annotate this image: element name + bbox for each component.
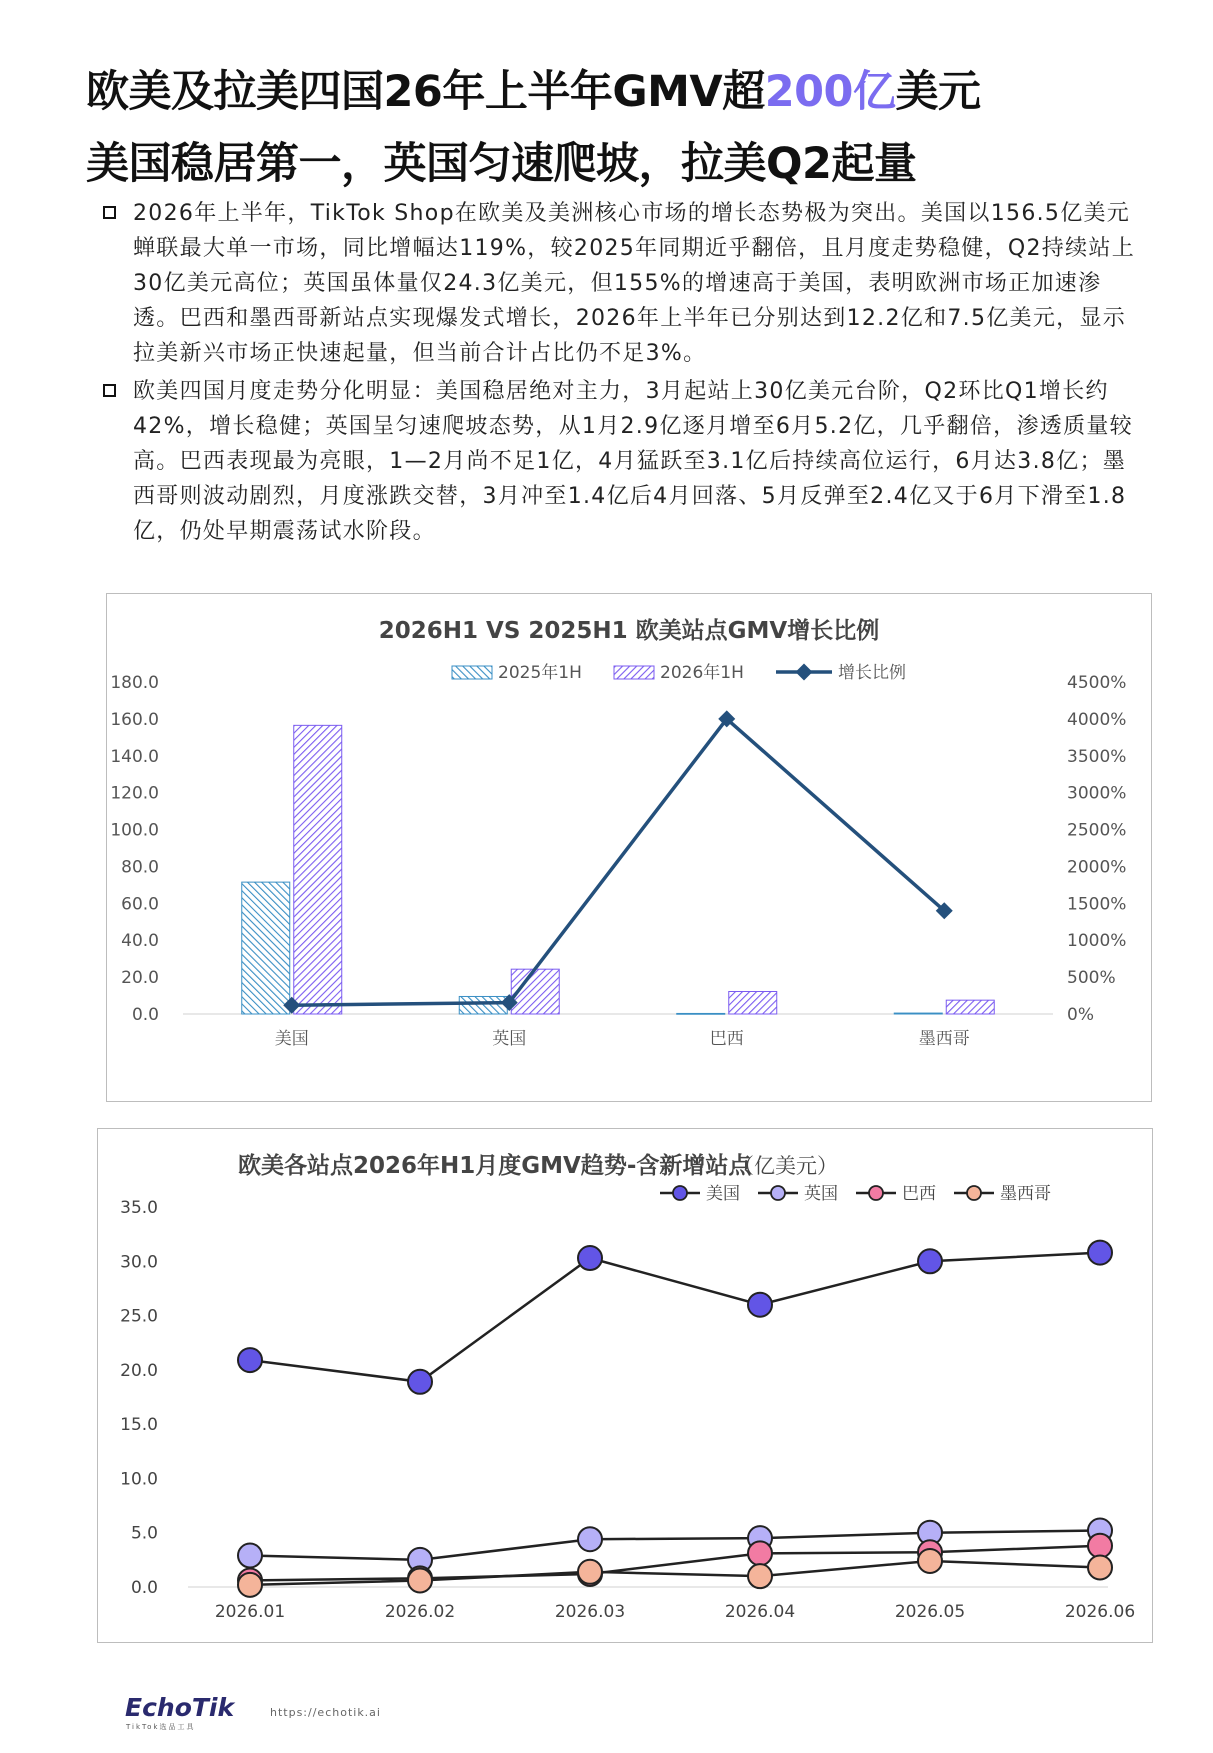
title-highlight: 200亿 [764, 67, 896, 117]
y-right-tick-label: 4500% [1067, 673, 1127, 693]
x-tick-label: 墨西哥 [918, 1029, 970, 1049]
monthly-line-chart [98, 1129, 1152, 1642]
bar-1-2 [729, 991, 777, 1014]
y-left-tick-label: 40.0 [121, 931, 159, 952]
y-left-tick-label: 20.0 [121, 968, 159, 989]
legend-label-0: 美国 [706, 1184, 740, 1204]
series-point-3-2 [578, 1560, 602, 1584]
checkbox-bullet-icon [103, 384, 116, 397]
legend-label-3: 墨西哥 [1000, 1184, 1051, 1204]
y-right-tick-label: 500% [1067, 968, 1116, 989]
legend-label-1: 2026年1H [660, 663, 744, 683]
echotik-logo: EchoTik [125, 1693, 235, 1722]
logo-subtitle: TikTok选品工具 [126, 1723, 196, 1731]
series-point-3-3 [748, 1564, 772, 1588]
bar-0-1 [459, 996, 507, 1014]
x-tick-label: 2026.04 [724, 1602, 796, 1622]
y-right-tick-label: 2500% [1067, 820, 1127, 841]
legend-label-1: 英国 [804, 1184, 838, 1204]
bar-1-3 [946, 1000, 994, 1014]
y-right-tick-label: 1500% [1067, 894, 1127, 915]
x-tick-label: 巴西 [709, 1029, 744, 1049]
series-point-0-0 [238, 1348, 262, 1372]
y-tick-label: 30.0 [120, 1252, 158, 1273]
chart-title: 2026H1 VS 2025H1 欧美站点GMV增长比例 [378, 618, 880, 644]
legend-label-2: 巴西 [902, 1184, 936, 1204]
checkbox-bullet-icon [103, 206, 116, 219]
series-point-0-2 [578, 1246, 602, 1270]
series-point-2-5 [1088, 1534, 1112, 1558]
legend-marker-3 [967, 1186, 981, 1200]
x-tick-label: 2026.05 [894, 1602, 966, 1622]
y-tick-label: 35.0 [120, 1198, 158, 1218]
y-left-tick-label: 60.0 [121, 894, 159, 915]
series-point-3-4 [918, 1549, 942, 1573]
y-left-tick-label: 80.0 [121, 857, 159, 878]
y-tick-label: 10.0 [120, 1469, 158, 1490]
y-right-tick-label: 3500% [1067, 746, 1127, 767]
x-tick-label: 2026.02 [384, 1602, 456, 1622]
y-left-tick-label: 100.0 [110, 820, 159, 841]
y-tick-label: 5.0 [130, 1523, 158, 1544]
y-left-tick-label: 120.0 [110, 783, 159, 804]
y-right-tick-label: 3000% [1067, 783, 1127, 804]
y-left-tick-label: 180.0 [110, 673, 159, 693]
chart-title: 欧美各站点2026年H1月度GMV趋势-含新增站点 [238, 1153, 752, 1179]
y-left-tick-label: 160.0 [110, 709, 159, 730]
x-tick-label: 2026.01 [214, 1602, 286, 1622]
y-right-tick-label: 1000% [1067, 931, 1127, 952]
series-point-0-4 [918, 1249, 942, 1273]
bullet-list [103, 196, 1135, 552]
chart-subtitle: （亿美元） [733, 1154, 838, 1178]
y-left-tick-label: 0.0 [131, 1005, 159, 1025]
x-tick-label: 2026.06 [1064, 1602, 1136, 1622]
bullet-item: 2026年上半年，TikTok Shop在欧美及美洲核心市场的增长态势极为突出。美国以156.5亿美元蝉联最大单一市场，同比增幅达119%，较2025年同期近乎翻倍，且月度走势稳健，Q2持续站上30亿美元高位；英国虽体量仅24.3亿美元，但155%的增速高于美国，表明欧洲市场正加速渗透。巴西和墨西哥新站点实现爆发式增长，2026年上半年已分别达到12.2亿和7.5亿美元，显示拉美新兴市场正快速起量，但当前合计占比仍不足3%。 [103, 196, 1135, 371]
legend-marker-1 [771, 1186, 785, 1200]
y-left-tick-label: 140.0 [110, 746, 159, 767]
legend-marker-2 [796, 664, 813, 681]
footer-url: https://echotik.ai [270, 1706, 381, 1719]
y-tick-label: 20.0 [120, 1360, 158, 1381]
growth-line [292, 719, 945, 1005]
bar-0-3 [894, 1013, 942, 1014]
legend-label-2: 增长比例 [838, 663, 906, 683]
legend-label-0: 2025年1H [498, 663, 582, 683]
x-tick-label: 英国 [492, 1029, 527, 1049]
growth-chart-frame [106, 593, 1152, 1102]
series-point-3-0 [238, 1573, 262, 1597]
series-line-1 [250, 1531, 1100, 1560]
series-point-3-5 [1088, 1555, 1112, 1579]
series-line-0 [250, 1253, 1100, 1382]
growth-bar-line-chart [107, 594, 1151, 1101]
legend-swatch-1 [614, 666, 654, 679]
bar-1-0 [294, 725, 342, 1014]
bullet-item: 欧美四国月度走势分化明显：美国稳居绝对主力，3月起站上30亿美元台阶，Q2环比Q1增长约42%，增长稳健；英国呈匀速爬坡态势，从1月2.9亿逐月增至6月5.2亿，几乎翻倍，渗透质量较高。巴西表现最为亮眼，1—2月尚不足1亿，4月猛跃至3.1亿后持续高位运行，6月达3.8亿；墨西哥则波动剧烈，月度涨跌交替，3月冲至1.4亿后4月回落、5月反弹至2.4亿又于6月下滑至1.8亿，仍处早期震荡试水阶段。 [103, 374, 1135, 549]
series-point-0-5 [1088, 1241, 1112, 1265]
y-right-tick-label: 2000% [1067, 857, 1127, 878]
series-point-2-3 [748, 1541, 772, 1565]
legend-swatch-0 [452, 666, 492, 679]
legend-marker-0 [673, 1186, 687, 1200]
x-tick-label: 2026.03 [554, 1602, 626, 1622]
y-tick-label: 15.0 [120, 1415, 158, 1436]
bar-0-0 [242, 882, 290, 1014]
y-right-tick-label: 4000% [1067, 709, 1127, 730]
monthly-chart-frame [97, 1128, 1153, 1643]
series-point-0-1 [408, 1370, 432, 1394]
series-point-0-3 [748, 1293, 772, 1317]
y-tick-label: 25.0 [120, 1306, 158, 1327]
bar-0-2 [677, 1013, 725, 1014]
series-point-3-1 [408, 1568, 432, 1592]
series-point-1-2 [578, 1527, 602, 1551]
y-tick-label: 0.0 [130, 1578, 158, 1598]
page-subtitle: 美国稳居第一，英国匀速爬坡，拉美Q2起量 [86, 139, 917, 189]
page-title: 欧美及拉美四国26年上半年GMV超200亿美元 [86, 67, 981, 117]
series-point-1-0 [238, 1544, 262, 1568]
y-right-tick-label: 0% [1067, 1005, 1094, 1025]
x-tick-label: 美国 [274, 1029, 309, 1049]
legend-marker-2 [869, 1186, 883, 1200]
